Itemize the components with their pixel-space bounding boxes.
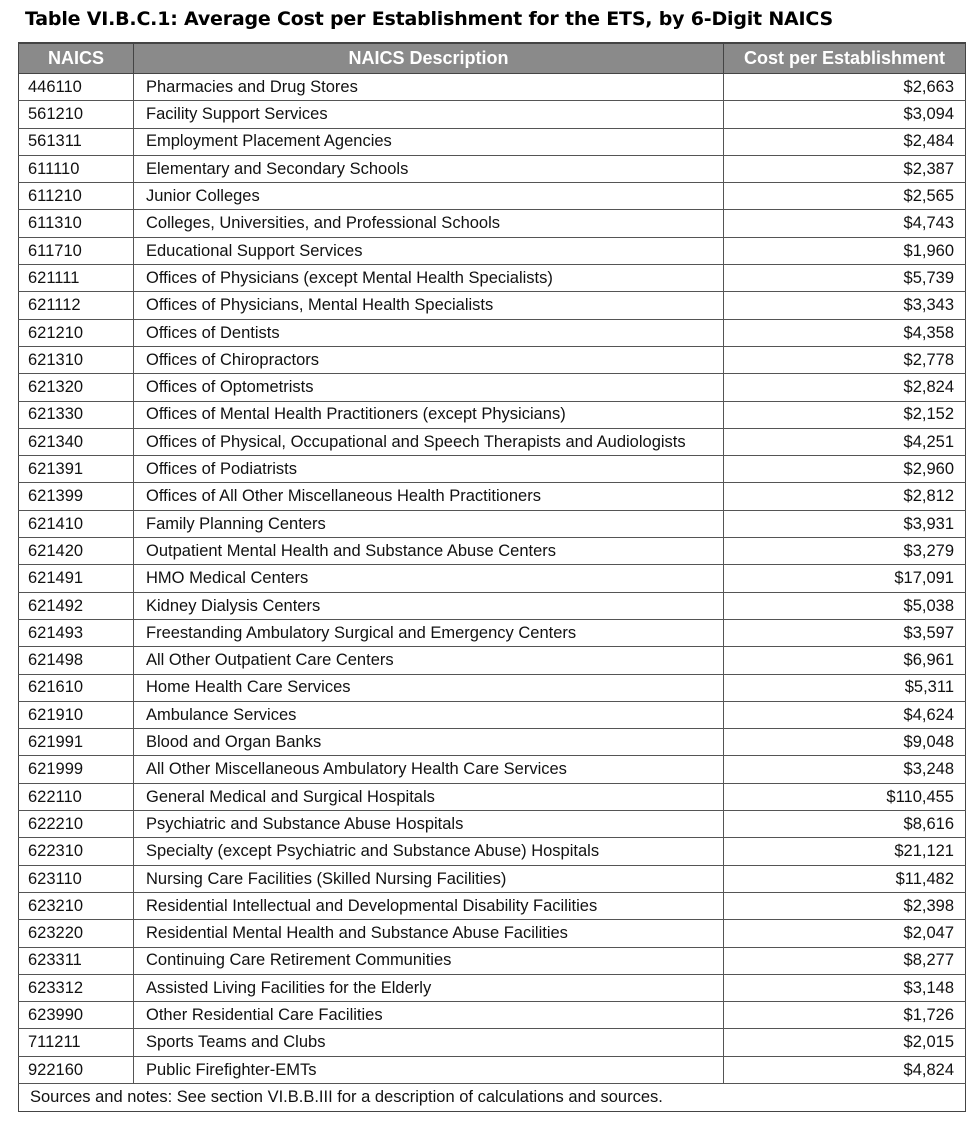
table-row bbox=[19, 619, 966, 646]
naics-description-cell: Residential Intellectual and Developmental Disability Facilities bbox=[134, 892, 724, 919]
table-row bbox=[19, 183, 966, 210]
page-title: Table VI.B.C.1: Average Cost per Establishment for the ETS, by 6-Digit NAICS bbox=[25, 8, 833, 30]
table-row bbox=[19, 701, 966, 728]
naics-code-cell: 621492 bbox=[19, 592, 134, 619]
naics-description-cell: Offices of All Other Miscellaneous Health Practitioners bbox=[134, 483, 724, 510]
cost-cell: $4,358 bbox=[724, 319, 966, 346]
naics-description-cell: Employment Placement Agencies bbox=[134, 128, 724, 155]
naics-code-cell: 446110 bbox=[19, 74, 134, 101]
naics-description-cell: Kidney Dialysis Centers bbox=[134, 592, 724, 619]
table-row bbox=[19, 292, 966, 319]
table-row bbox=[19, 729, 966, 756]
naics-description-cell: Sports Teams and Clubs bbox=[134, 1029, 724, 1056]
naics-description-cell: Colleges, Universities, and Professional Schools bbox=[134, 210, 724, 237]
cost-cell: $2,812 bbox=[724, 483, 966, 510]
cost-cell: $2,824 bbox=[724, 374, 966, 401]
cost-cell: $3,094 bbox=[724, 101, 966, 128]
cost-cell: $11,482 bbox=[724, 865, 966, 892]
naics-code-cell: 621420 bbox=[19, 538, 134, 565]
naics-description-cell: Psychiatric and Substance Abuse Hospitals bbox=[134, 811, 724, 838]
table-header-row bbox=[19, 43, 966, 74]
table-row bbox=[19, 1056, 966, 1083]
naics-code-cell: 623220 bbox=[19, 920, 134, 947]
cost-cell: $5,038 bbox=[724, 592, 966, 619]
naics-description-cell: Continuing Care Retirement Communities bbox=[134, 947, 724, 974]
naics-code-cell: 623311 bbox=[19, 947, 134, 974]
cost-cell: $2,663 bbox=[724, 74, 966, 101]
cost-cell: $1,726 bbox=[724, 1002, 966, 1029]
naics-description-cell: All Other Miscellaneous Ambulatory Health Care Services bbox=[134, 756, 724, 783]
header-description: NAICS Description bbox=[134, 43, 724, 74]
table-row bbox=[19, 1002, 966, 1029]
cost-cell: $5,739 bbox=[724, 265, 966, 292]
table-body bbox=[19, 74, 966, 1084]
naics-code-cell: 922160 bbox=[19, 1056, 134, 1083]
naics-code-cell: 711211 bbox=[19, 1029, 134, 1056]
cost-cell: $17,091 bbox=[724, 565, 966, 592]
naics-code-cell: 611310 bbox=[19, 210, 134, 237]
naics-code-cell: 621310 bbox=[19, 346, 134, 373]
naics-code-cell: 621112 bbox=[19, 292, 134, 319]
naics-code-cell: 621391 bbox=[19, 456, 134, 483]
naics-code-cell: 623312 bbox=[19, 974, 134, 1001]
naics-description-cell: Public Firefighter-EMTs bbox=[134, 1056, 724, 1083]
table-note: Sources and notes: See section VI.B.B.III for a description of calculations and sources. bbox=[19, 1083, 966, 1111]
naics-code-cell: 621999 bbox=[19, 756, 134, 783]
naics-code-cell: 621491 bbox=[19, 565, 134, 592]
table-row bbox=[19, 101, 966, 128]
table-row bbox=[19, 374, 966, 401]
cost-cell: $2,047 bbox=[724, 920, 966, 947]
naics-description-cell: Assisted Living Facilities for the Elderly bbox=[134, 974, 724, 1001]
naics-description-cell: General Medical and Surgical Hospitals bbox=[134, 783, 724, 810]
table-row bbox=[19, 783, 966, 810]
naics-code-cell: 561311 bbox=[19, 128, 134, 155]
cost-cell: $2,484 bbox=[724, 128, 966, 155]
naics-code-cell: 621991 bbox=[19, 729, 134, 756]
naics-code-cell: 621493 bbox=[19, 619, 134, 646]
naics-code-cell: 621498 bbox=[19, 647, 134, 674]
naics-description-cell: Home Health Care Services bbox=[134, 674, 724, 701]
cost-cell: $4,824 bbox=[724, 1056, 966, 1083]
cost-cell: $2,015 bbox=[724, 1029, 966, 1056]
cost-cell: $9,048 bbox=[724, 729, 966, 756]
naics-description-cell: Blood and Organ Banks bbox=[134, 729, 724, 756]
naics-code-cell: 621610 bbox=[19, 674, 134, 701]
naics-code-cell: 622310 bbox=[19, 838, 134, 865]
naics-code-cell: 621330 bbox=[19, 401, 134, 428]
cost-cell: $3,148 bbox=[724, 974, 966, 1001]
table-row bbox=[19, 74, 966, 101]
naics-description-cell: Outpatient Mental Health and Substance Abuse Centers bbox=[134, 538, 724, 565]
naics-description-cell: Offices of Optometrists bbox=[134, 374, 724, 401]
naics-description-cell: Offices of Physicians, Mental Health Specialists bbox=[134, 292, 724, 319]
table-row bbox=[19, 319, 966, 346]
naics-code-cell: 621210 bbox=[19, 319, 134, 346]
cost-cell: $4,251 bbox=[724, 428, 966, 455]
naics-description-cell: Pharmacies and Drug Stores bbox=[134, 74, 724, 101]
table-row bbox=[19, 838, 966, 865]
cost-cell: $2,565 bbox=[724, 183, 966, 210]
cost-cell: $3,248 bbox=[724, 756, 966, 783]
naics-description-cell: Junior Colleges bbox=[134, 183, 724, 210]
naics-code-cell: 622110 bbox=[19, 783, 134, 810]
table-note-row bbox=[19, 1083, 966, 1111]
table-row bbox=[19, 128, 966, 155]
table-row bbox=[19, 346, 966, 373]
table-row bbox=[19, 510, 966, 537]
naics-description-cell: Offices of Physical, Occupational and Speech Therapists and Audiologists bbox=[134, 428, 724, 455]
table-row bbox=[19, 210, 966, 237]
table-row bbox=[19, 401, 966, 428]
cost-cell: $2,960 bbox=[724, 456, 966, 483]
table-row bbox=[19, 265, 966, 292]
naics-description-cell: All Other Outpatient Care Centers bbox=[134, 647, 724, 674]
naics-description-cell: Ambulance Services bbox=[134, 701, 724, 728]
naics-description-cell: HMO Medical Centers bbox=[134, 565, 724, 592]
naics-description-cell: Other Residential Care Facilities bbox=[134, 1002, 724, 1029]
cost-cell: $2,152 bbox=[724, 401, 966, 428]
naics-code-cell: 621910 bbox=[19, 701, 134, 728]
table-row bbox=[19, 565, 966, 592]
naics-description-cell: Offices of Chiropractors bbox=[134, 346, 724, 373]
table-row bbox=[19, 674, 966, 701]
cost-table bbox=[18, 42, 966, 1112]
naics-code-cell: 611110 bbox=[19, 155, 134, 182]
cost-cell: $21,121 bbox=[724, 838, 966, 865]
table-row bbox=[19, 592, 966, 619]
naics-code-cell: 611210 bbox=[19, 183, 134, 210]
header-cost: Cost per Establishment bbox=[724, 43, 966, 74]
table-row bbox=[19, 865, 966, 892]
table-row bbox=[19, 483, 966, 510]
naics-description-cell: Educational Support Services bbox=[134, 237, 724, 264]
naics-code-cell: 623210 bbox=[19, 892, 134, 919]
naics-description-cell: Offices of Podiatrists bbox=[134, 456, 724, 483]
naics-code-cell: 621320 bbox=[19, 374, 134, 401]
naics-description-cell: Freestanding Ambulatory Surgical and Emergency Centers bbox=[134, 619, 724, 646]
naics-code-cell: 611710 bbox=[19, 237, 134, 264]
cost-cell: $2,398 bbox=[724, 892, 966, 919]
cost-cell: $3,279 bbox=[724, 538, 966, 565]
cost-cell: $8,616 bbox=[724, 811, 966, 838]
cost-cell: $110,455 bbox=[724, 783, 966, 810]
naics-description-cell: Offices of Physicians (except Mental Health Specialists) bbox=[134, 265, 724, 292]
cost-cell: $6,961 bbox=[724, 647, 966, 674]
table-row bbox=[19, 947, 966, 974]
cost-cell: $3,343 bbox=[724, 292, 966, 319]
naics-description-cell: Family Planning Centers bbox=[134, 510, 724, 537]
naics-description-cell: Specialty (except Psychiatric and Substance Abuse) Hospitals bbox=[134, 838, 724, 865]
naics-code-cell: 561210 bbox=[19, 101, 134, 128]
table-row bbox=[19, 756, 966, 783]
cost-cell: $2,778 bbox=[724, 346, 966, 373]
naics-code-cell: 623110 bbox=[19, 865, 134, 892]
table-row bbox=[19, 155, 966, 182]
naics-code-cell: 621340 bbox=[19, 428, 134, 455]
table-row bbox=[19, 538, 966, 565]
naics-code-cell: 623990 bbox=[19, 1002, 134, 1029]
table-row bbox=[19, 974, 966, 1001]
naics-description-cell: Facility Support Services bbox=[134, 101, 724, 128]
cost-cell: $4,624 bbox=[724, 701, 966, 728]
cost-cell: $2,387 bbox=[724, 155, 966, 182]
naics-code-cell: 621399 bbox=[19, 483, 134, 510]
naics-description-cell: Offices of Mental Health Practitioners (except Physicians) bbox=[134, 401, 724, 428]
naics-code-cell: 621410 bbox=[19, 510, 134, 537]
header-naics: NAICS bbox=[19, 43, 134, 74]
naics-description-cell: Offices of Dentists bbox=[134, 319, 724, 346]
table-row bbox=[19, 1029, 966, 1056]
naics-description-cell: Nursing Care Facilities (Skilled Nursing Facilities) bbox=[134, 865, 724, 892]
naics-code-cell: 622210 bbox=[19, 811, 134, 838]
table-row bbox=[19, 647, 966, 674]
cost-cell: $3,931 bbox=[724, 510, 966, 537]
table-row bbox=[19, 892, 966, 919]
table-row bbox=[19, 428, 966, 455]
table-row bbox=[19, 920, 966, 947]
cost-cell: $4,743 bbox=[724, 210, 966, 237]
naics-description-cell: Residential Mental Health and Substance Abuse Facilities bbox=[134, 920, 724, 947]
table-row bbox=[19, 811, 966, 838]
cost-cell: $3,597 bbox=[724, 619, 966, 646]
naics-description-cell: Elementary and Secondary Schools bbox=[134, 155, 724, 182]
naics-code-cell: 621111 bbox=[19, 265, 134, 292]
cost-cell: $5,311 bbox=[724, 674, 966, 701]
table-row bbox=[19, 456, 966, 483]
table-row bbox=[19, 237, 966, 264]
cost-cell: $1,960 bbox=[724, 237, 966, 264]
cost-cell: $8,277 bbox=[724, 947, 966, 974]
